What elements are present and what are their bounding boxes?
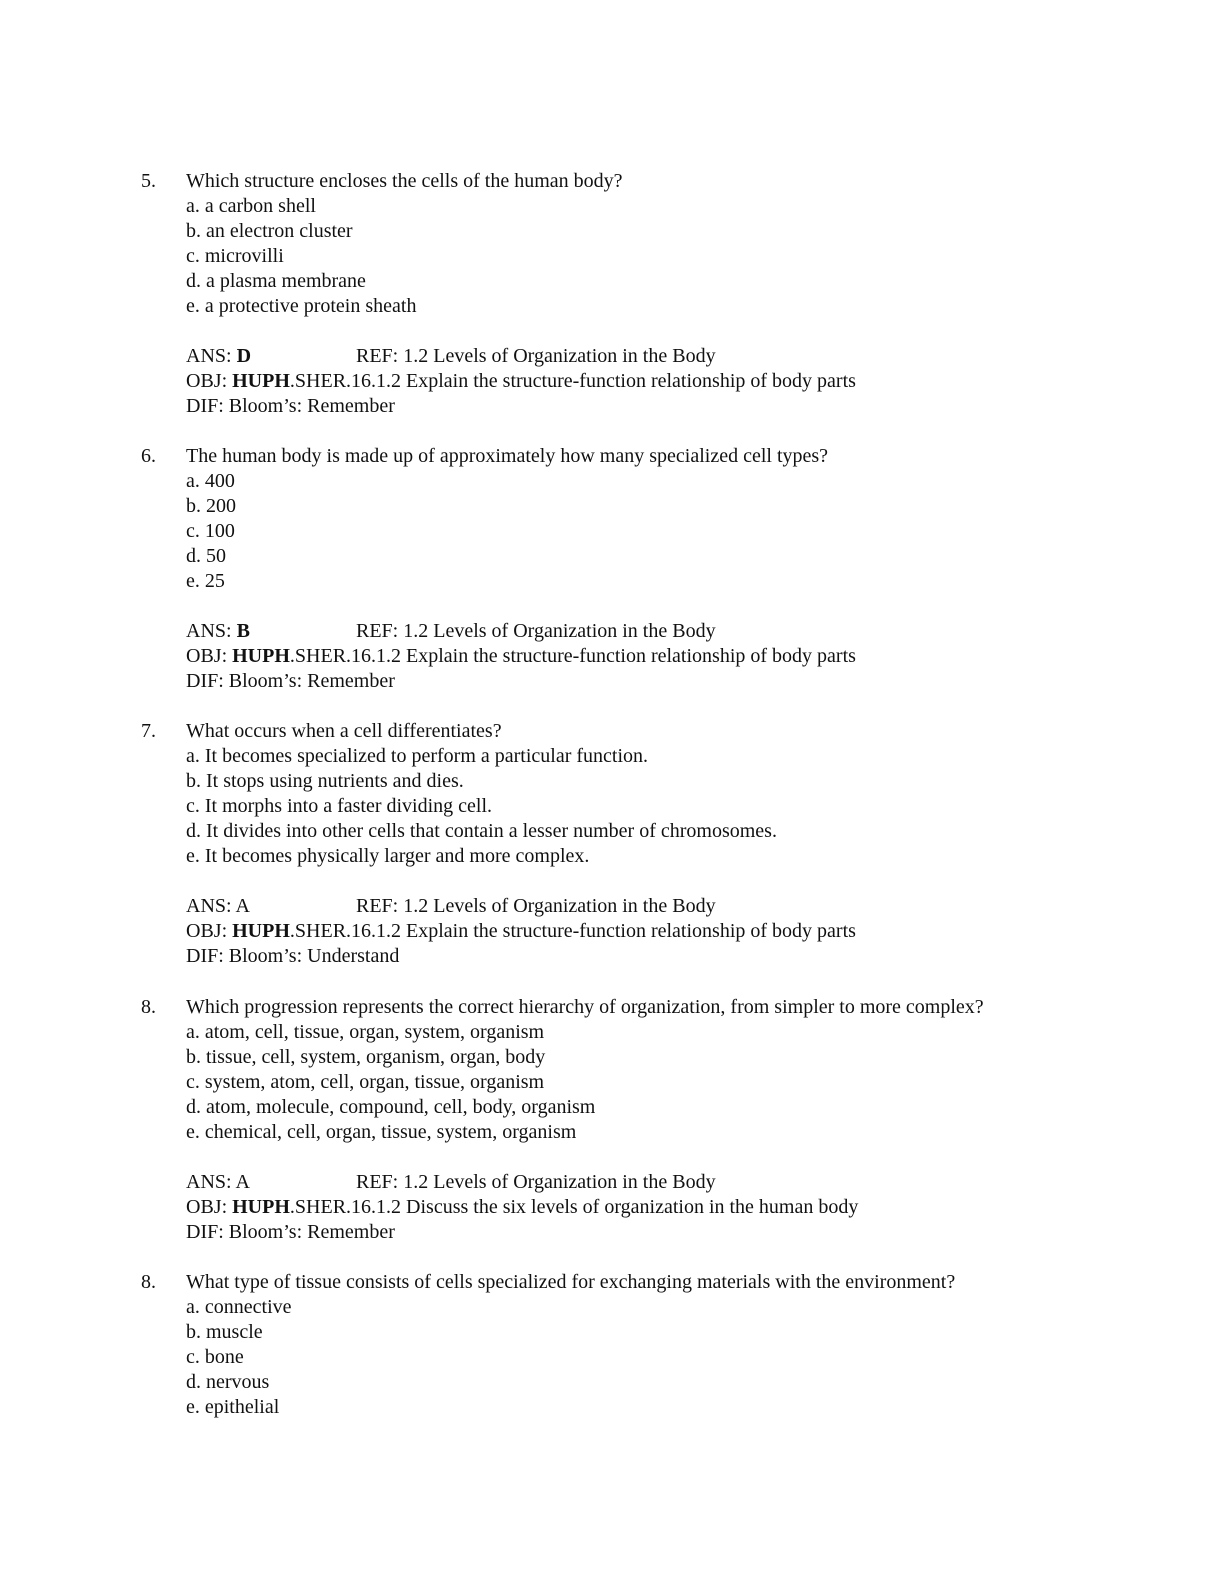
- question-number: 5.: [141, 170, 156, 192]
- question-text: Which progression represents the correct hierarchy of organization, from simpler to more complex?: [186, 996, 984, 1018]
- option-b: b. an electron cluster: [186, 220, 353, 242]
- difficulty: DIF: Bloom’s: Remember: [186, 1221, 395, 1243]
- question-number: 6.: [141, 445, 156, 467]
- answer-metadata: [186, 1170, 1086, 1245]
- option-e: e. chemical, cell, organ, tissue, system, organism: [186, 1121, 577, 1143]
- option-a: a. 400: [186, 470, 235, 492]
- option-a: a. a carbon shell: [186, 195, 316, 217]
- reference: REF: 1.2 Levels of Organization in the Body: [356, 1171, 716, 1193]
- difficulty: DIF: Bloom’s: Understand: [186, 945, 400, 967]
- option-c: c. It morphs into a faster dividing cell.: [186, 795, 493, 817]
- answer-metadata: [186, 894, 1086, 969]
- option-c: c. 100: [186, 520, 235, 542]
- option-list: [186, 469, 236, 594]
- option-b: b. It stops using nutrients and dies.: [186, 770, 464, 792]
- question-number: 8.: [141, 1271, 156, 1293]
- option-e: e. a protective protein sheath: [186, 295, 417, 317]
- option-e: e. epithelial: [186, 1396, 280, 1418]
- question-text: Which structure encloses the cells of the human body?: [186, 170, 623, 192]
- answer-key: ANS: B: [186, 620, 250, 642]
- option-c: c. bone: [186, 1346, 244, 1368]
- reference: REF: 1.2 Levels of Organization in the Body: [356, 895, 716, 917]
- objective: OBJ: HUPH.SHER.16.1.2 Explain the structure-function relationship of body parts: [186, 370, 856, 392]
- option-list: [186, 744, 777, 869]
- question-number: 7.: [141, 720, 156, 742]
- answer-key: ANS: A: [186, 895, 250, 917]
- answer-metadata: [186, 344, 1086, 419]
- objective: OBJ: HUPH.SHER.16.1.2 Discuss the six levels of organization in the human body: [186, 1196, 859, 1218]
- answer-key: ANS: D: [186, 345, 252, 367]
- option-list: [186, 1020, 595, 1145]
- option-a: a. connective: [186, 1296, 292, 1318]
- objective: OBJ: HUPH.SHER.16.1.2 Explain the structure-function relationship of body parts: [186, 920, 856, 942]
- option-a: a. atom, cell, tissue, organ, system, organism: [186, 1021, 545, 1043]
- option-e: e. It becomes physically larger and more complex.: [186, 845, 590, 867]
- option-d: d. a plasma membrane: [186, 270, 366, 292]
- option-c: c. microvilli: [186, 245, 284, 267]
- option-d: d. atom, molecule, compound, cell, body, organism: [186, 1096, 596, 1118]
- difficulty: DIF: Bloom’s: Remember: [186, 395, 395, 417]
- option-c: c. system, atom, cell, organ, tissue, organism: [186, 1071, 545, 1093]
- question-number: 8.: [141, 996, 156, 1018]
- answer-metadata: [186, 619, 1086, 694]
- reference: REF: 1.2 Levels of Organization in the Body: [356, 345, 716, 367]
- option-b: b. tissue, cell, system, organism, organ, body: [186, 1046, 546, 1068]
- option-d: d. nervous: [186, 1371, 270, 1393]
- question-text: What type of tissue consists of cells specialized for exchanging materials with the environment?: [186, 1271, 956, 1293]
- option-d: d. It divides into other cells that contain a lesser number of chromosomes.: [186, 820, 777, 842]
- option-b: b. 200: [186, 495, 236, 517]
- answer-key: ANS: A: [186, 1171, 250, 1193]
- option-list: [186, 1295, 292, 1420]
- option-a: a. It becomes specialized to perform a particular function.: [186, 745, 649, 767]
- option-b: b. muscle: [186, 1321, 263, 1343]
- option-e: e. 25: [186, 570, 225, 592]
- question-text: What occurs when a cell differentiates?: [186, 720, 502, 742]
- reference: REF: 1.2 Levels of Organization in the Body: [356, 620, 716, 642]
- option-d: d. 50: [186, 545, 226, 567]
- difficulty: DIF: Bloom’s: Remember: [186, 670, 395, 692]
- question-text: The human body is made up of approximately how many specialized cell types?: [186, 445, 829, 467]
- objective: OBJ: HUPH.SHER.16.1.2 Explain the structure-function relationship of body parts: [186, 645, 856, 667]
- option-list: [186, 194, 416, 319]
